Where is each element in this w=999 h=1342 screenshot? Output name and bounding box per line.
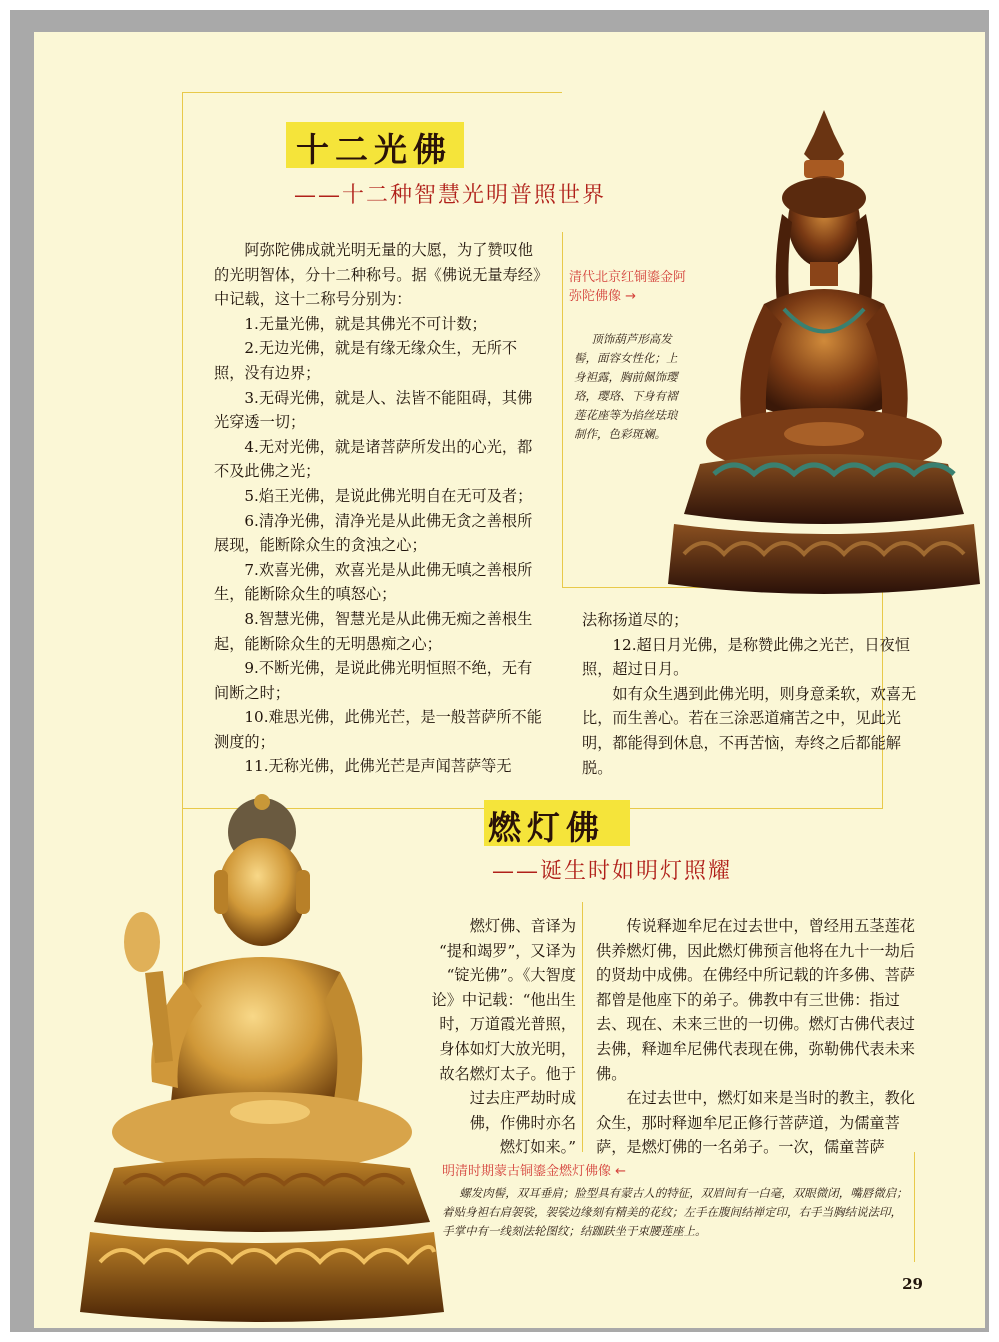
page-number: 29 <box>902 1275 923 1293</box>
paragraph: 在过去世中，燃灯如来是当时的教主，教化众生，那时释迦牟尼正修行菩萨道，为儒童菩萨，是燃灯佛的一名弟子。一次，儒童菩萨 <box>596 1089 915 1157</box>
divider-line <box>582 902 583 1152</box>
text-line: “锭光佛”。《大智度 <box>446 966 576 985</box>
section2-caption-title: 明清时期蒙古铜鎏金燃灯佛像 ← <box>442 1164 627 1179</box>
paragraph: 法称扬道尽的； <box>582 611 689 629</box>
section1-title: 十二光佛 <box>296 130 452 169</box>
paragraph: 12.超日月光佛，是称赞此佛之光芒，日夜恒照，超过日月。 <box>582 635 910 679</box>
text-line: 故名燃灯太子。他于 <box>439 1064 576 1083</box>
paragraph: 5.焰王光佛，是说此佛光明自在无可及者； <box>244 486 533 505</box>
text-line: 燃灯佛、音译为 <box>469 917 576 935</box>
paragraph: 10.难思光佛，此佛光芒，是一般菩萨所不能测度的； <box>214 708 542 751</box>
text-line: 论》中记载：“他出生 <box>431 990 576 1009</box>
section2-column2 <box>596 914 928 1160</box>
section1-subtitle: ——十二种智慧光明普照世界 <box>294 183 607 208</box>
paragraph: 阿弥陀佛成就光明无量的大愿，为了赞叹他的光明智体，分十二种称号。据《佛说无量寿经》中记载，这十二称号分别为： <box>214 241 541 309</box>
paragraph: 9.不断光佛，是说此佛光明恒照不绝，无有间断之时； <box>214 659 533 702</box>
section1-caption-title: 清代北京红铜鎏金阿弥陀佛像 → <box>569 270 687 304</box>
divider-line <box>914 1152 915 1262</box>
text-line: 身体如灯大放光明， <box>439 1039 576 1058</box>
text-line: “提和竭罗”，又译为 <box>438 941 576 960</box>
text-line: 过去庄严劫时成 <box>469 1089 576 1108</box>
paragraph: 11.无称光佛，此佛光芒是声闻菩萨等无 <box>244 757 512 776</box>
section2-column1 <box>354 914 576 1160</box>
amitabha-statue-image <box>664 104 984 602</box>
paragraph: 7.欢喜光佛，欢喜光是从此佛无嗔之善根所生，能断除众生的嗔怒心； <box>214 560 533 604</box>
paragraph: 4.无对光佛，就是诸菩萨所发出的心光，都不及此佛之光； <box>214 437 533 481</box>
book-page <box>34 32 985 1328</box>
text-line: 时，万道霞光普照， <box>439 1015 576 1034</box>
section1-column1 <box>214 238 544 779</box>
section2-subtitle: ——诞生时如明灯照耀 <box>492 859 733 884</box>
paragraph: 3.无碍光佛，就是人、法皆不能阻碍，其佛光穿透一切； <box>214 388 533 432</box>
divider-line <box>562 232 563 587</box>
section1-caption-body: 顶饰葫芦形高发髻，面容女性化；上身袒露，胸前佩饰璎珞，璎珞、下身有褶莲花座等为掐丝珐琅制作，色彩斑斓。 <box>574 332 678 441</box>
section2-caption-body: 螺发肉髻，双耳垂肩；脸型具有蒙古人的特征，双眉间有一白毫，双眼微闭，嘴唇微启；着贴身袒右肩袈裟，袈裟边缘刻有精美的花纹；左手在腹间结禅定印，右手当胸结说法印，手掌中有一线刻法轮图纹；结跏趺坐于束腰莲座上。 <box>442 1186 908 1238</box>
page-frame <box>10 10 989 1332</box>
paragraph: 2.无边光佛，就是有缘无缘众生，无所不照，没有边界； <box>214 339 518 382</box>
divider-line <box>182 92 562 93</box>
section1-column2 <box>582 608 927 780</box>
paragraph: 8.智慧光佛，智慧光是从此佛无痴之善根生起，能断除众生的无明愚痴之心； <box>214 609 533 653</box>
paragraph: 6.清净光佛，清净光是从此佛无贪之善根所展现，能断除众生的贪浊之心； <box>214 511 533 555</box>
paragraph: 如有众生遇到此佛光明，则身意柔软，欢喜无比，而生善心。若在三涂恶道痛苦之中，见此光明，都能得到休息，不再苦恼，寿终之后都能解脱。 <box>582 684 917 777</box>
section2-title: 燃灯佛 <box>488 808 605 847</box>
text-line: 燃灯如来。” <box>499 1138 576 1157</box>
text-line: 佛，作佛时亦名 <box>469 1113 576 1132</box>
paragraph: 1.无量光佛，就是其佛光不可计数； <box>244 314 487 333</box>
paragraph: 传说释迦牟尼在过去世中，曾经用五茎莲花供养燃灯佛，因此燃灯佛预言他将在九十一劫后的贤劫中成佛。在佛经中所记载的许多佛、菩萨都曾是他座下的弟子。佛教中有三世佛：指过去、现在、未来三世的一切佛。燃灯古佛代表过去佛，释迦牟尼佛代表现在佛，弥勒佛代表未来佛。 <box>596 917 915 1083</box>
